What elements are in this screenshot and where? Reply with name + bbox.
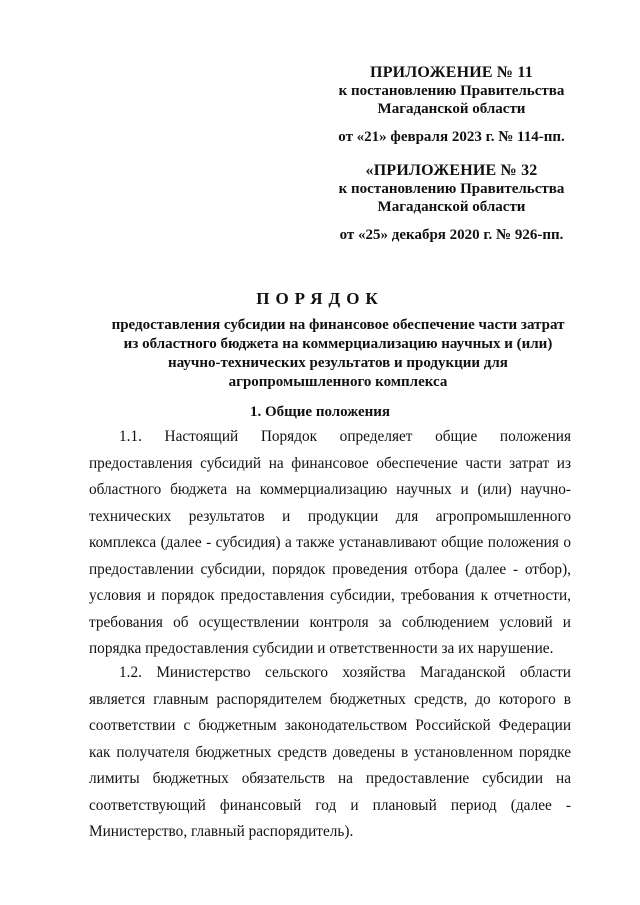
paragraph-1-2 xyxy=(89,660,571,846)
paragraph-text: 1.1. Настоящий Порядок определяет общие положения предоставления субсидий на финансовое обеспечение части затрат из областного бюджета на коммерциализацию научных и (или) научно-технических результатов и продукции для агропромышленного комплекса (далее - субсидия) а также устанавливают общие положения о предоставлении субсидии, порядок проведения отбора (далее - отбор), условия и порядок предоставления субсидии, требования к отчетности, требования об осуществлении контроля за соблюдением условий и порядка предоставления субсидии и ответственности за их нарушение. xyxy=(89,428,571,657)
appendix-line-2: Магаданской области xyxy=(377,101,526,117)
appendix-title: «ПРИЛОЖЕНИЕ № 32 xyxy=(365,162,538,179)
section-heading: 1. Общие положения xyxy=(249,404,391,420)
appendix-title: ПРИЛОЖЕНИЕ № 11 xyxy=(370,64,533,81)
appendix-date: от «25» декабря 2020 г. № 926-пп. xyxy=(339,227,564,243)
appendix-header-11 xyxy=(329,64,574,146)
appendix-header-32 xyxy=(329,162,574,244)
appendix-line-2: Магаданской области xyxy=(377,199,526,215)
appendix-line-1: к постановлению Правительства xyxy=(338,83,565,99)
document-subtitle: предоставления субсидии на финансовое обеспечение части затрат из областного бюджета на коммерциализацию научных и (или) научно-технических результатов и продукции для агропромышленного комплекса xyxy=(111,317,565,390)
paragraph-text: 1.2. Министерство сельского хозяйства Магаданской области является главным распорядителем бюджетных средств, до которого в соответствии с бюджетным законодательством Российской Федерации как получателя бюджетных средств доведены в установленном порядке лимиты бюджетных обязательств на предоставление субсидии на соответствующий финансовый год и плановый период (далее - Министерство, главный распорядитель). xyxy=(89,664,571,840)
document-title: ПОРЯДОК xyxy=(256,289,384,308)
appendix-date: от «21» февраля 2023 г. № 114-пп. xyxy=(338,129,565,145)
paragraph-1-1 xyxy=(89,424,571,663)
appendix-line-1: к постановлению Правительства xyxy=(338,181,565,197)
